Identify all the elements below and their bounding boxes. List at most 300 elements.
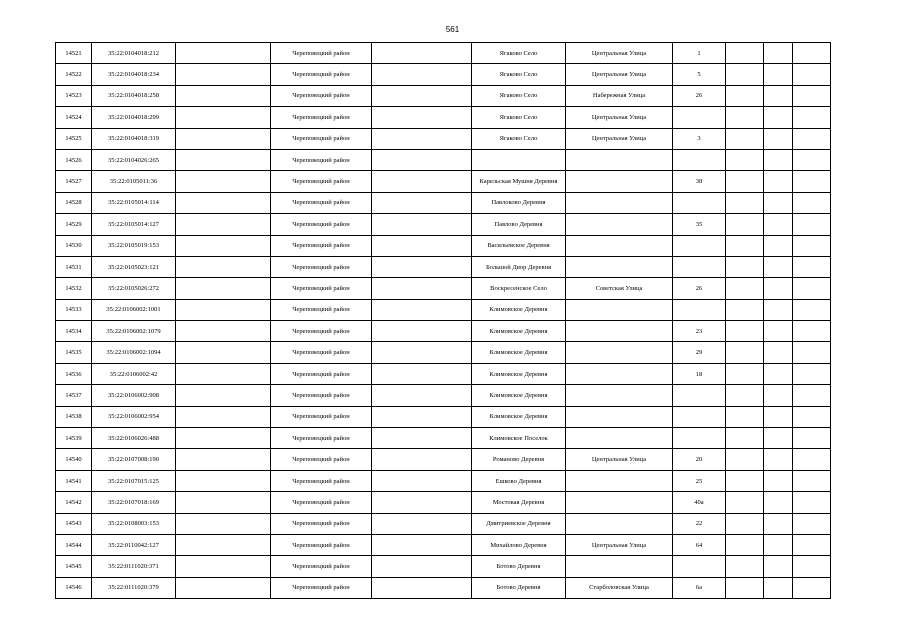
cell-cadastral-number: 35:22:0106002:908	[92, 385, 176, 406]
cell-settlement: Ешково Деревня	[472, 470, 566, 491]
cell-settlement: Михайлово Деревня	[472, 534, 566, 555]
cell-cadastral-number: 35:22:0110042:127	[92, 534, 176, 555]
cell-street: Центральная Улица	[566, 534, 673, 555]
cell-street	[566, 406, 673, 427]
cell-empty	[764, 107, 793, 128]
cell-street	[566, 363, 673, 384]
cell-empty	[793, 492, 831, 513]
registry-table	[55, 42, 831, 599]
table-row	[56, 85, 831, 106]
cell-empty	[176, 128, 271, 149]
cell-street: Советская Улица	[566, 278, 673, 299]
cell-street	[566, 513, 673, 534]
cell-empty	[764, 428, 793, 449]
cell-empty	[372, 513, 472, 534]
cell-street	[566, 492, 673, 513]
cell-empty	[372, 470, 472, 491]
cell-street	[566, 149, 673, 170]
cell-empty	[372, 278, 472, 299]
cell-district: Череповецкий район	[271, 534, 372, 555]
cell-empty	[176, 428, 271, 449]
cell-empty	[726, 43, 764, 64]
cell-empty	[726, 577, 764, 598]
cell-empty	[764, 256, 793, 277]
cell-empty	[793, 342, 831, 363]
cell-street: Набережная Улица	[566, 85, 673, 106]
cell-empty	[764, 321, 793, 342]
cell-empty	[372, 428, 472, 449]
cell-empty	[176, 321, 271, 342]
cell-street	[566, 385, 673, 406]
cell-row-number: 14532	[56, 278, 92, 299]
cell-empty	[176, 342, 271, 363]
cell-empty	[726, 321, 764, 342]
registry-body	[56, 43, 831, 599]
cell-street: Центральная Улица	[566, 128, 673, 149]
cell-empty	[726, 342, 764, 363]
table-row	[56, 449, 831, 470]
cell-empty	[372, 342, 472, 363]
cell-empty	[726, 149, 764, 170]
cell-empty	[372, 449, 472, 470]
cell-settlement	[472, 149, 566, 170]
cell-empty	[176, 85, 271, 106]
cell-row-number: 14526	[56, 149, 92, 170]
cell-street: Центральная Улица	[566, 449, 673, 470]
cell-empty	[793, 64, 831, 85]
cell-house: 26	[673, 85, 726, 106]
cell-empty	[176, 534, 271, 555]
table-row	[56, 492, 831, 513]
cell-empty	[764, 363, 793, 384]
cell-empty	[176, 64, 271, 85]
cell-cadastral-number: 35:22:0106002:1094	[92, 342, 176, 363]
table-row	[56, 428, 831, 449]
cell-empty	[793, 556, 831, 577]
cell-street	[566, 342, 673, 363]
cell-empty	[726, 171, 764, 192]
cell-district: Череповецкий район	[271, 256, 372, 277]
cell-empty	[372, 107, 472, 128]
cell-cadastral-number: 35:22:0107015:125	[92, 470, 176, 491]
cell-district: Череповецкий район	[271, 513, 372, 534]
table-row	[56, 321, 831, 342]
cell-empty	[176, 299, 271, 320]
cell-empty	[372, 385, 472, 406]
cell-empty	[764, 577, 793, 598]
table-row	[56, 107, 831, 128]
cell-empty	[726, 214, 764, 235]
cell-cadastral-number: 35:22:0106026:488	[92, 428, 176, 449]
cell-settlement: Климовское Поселок	[472, 428, 566, 449]
cell-empty	[726, 85, 764, 106]
cell-empty	[793, 513, 831, 534]
cell-settlement: Павлоково Деревня	[472, 192, 566, 213]
cell-empty	[793, 107, 831, 128]
cell-settlement: Мостовая Деревня	[472, 492, 566, 513]
cell-empty	[793, 149, 831, 170]
cell-row-number: 14541	[56, 470, 92, 491]
cell-empty	[793, 449, 831, 470]
cell-empty	[764, 470, 793, 491]
cell-row-number: 14522	[56, 64, 92, 85]
cell-row-number: 14544	[56, 534, 92, 555]
table-row	[56, 149, 831, 170]
cell-empty	[726, 385, 764, 406]
cell-cadastral-number: 35:22:0105014:114	[92, 192, 176, 213]
cell-empty	[793, 235, 831, 256]
cell-empty	[176, 363, 271, 384]
cell-house	[673, 428, 726, 449]
cell-settlement: Дмитриевское Деревня	[472, 513, 566, 534]
cell-street	[566, 256, 673, 277]
cell-empty	[764, 64, 793, 85]
cell-empty	[793, 43, 831, 64]
cell-row-number: 14545	[56, 556, 92, 577]
cell-settlement: Климовское Деревня	[472, 406, 566, 427]
cell-empty	[793, 128, 831, 149]
cell-house	[673, 235, 726, 256]
cell-empty	[764, 406, 793, 427]
cell-settlement: Ягаково Село	[472, 128, 566, 149]
cell-empty	[176, 235, 271, 256]
cell-street	[566, 321, 673, 342]
cell-empty	[726, 128, 764, 149]
cell-empty	[176, 449, 271, 470]
cell-house: 6а	[673, 577, 726, 598]
cell-settlement: Климовское Деревня	[472, 299, 566, 320]
cell-house	[673, 107, 726, 128]
cell-house: 22	[673, 513, 726, 534]
cell-empty	[764, 492, 793, 513]
cell-cadastral-number: 35:22:0111020:371	[92, 556, 176, 577]
cell-empty	[176, 385, 271, 406]
cell-row-number: 14543	[56, 513, 92, 534]
cell-row-number: 14534	[56, 321, 92, 342]
cell-empty	[764, 449, 793, 470]
cell-empty	[764, 43, 793, 64]
table-row	[56, 470, 831, 491]
cell-district: Череповецкий район	[271, 321, 372, 342]
cell-cadastral-number: 35:22:0105023:121	[92, 256, 176, 277]
cell-district: Череповецкий район	[271, 492, 372, 513]
table-row	[56, 406, 831, 427]
cell-empty	[372, 214, 472, 235]
cell-empty	[372, 534, 472, 555]
cell-empty	[793, 321, 831, 342]
table-row	[56, 171, 831, 192]
cell-empty	[764, 556, 793, 577]
table-row	[56, 43, 831, 64]
table-row	[56, 235, 831, 256]
table-row	[56, 256, 831, 277]
cell-empty	[793, 428, 831, 449]
cell-empty	[176, 492, 271, 513]
cell-empty	[764, 192, 793, 213]
cell-settlement: Романово Деревня	[472, 449, 566, 470]
table-row	[56, 128, 831, 149]
cell-row-number: 14529	[56, 214, 92, 235]
cell-empty	[793, 214, 831, 235]
cell-empty	[372, 321, 472, 342]
cell-house	[673, 256, 726, 277]
cell-house	[673, 385, 726, 406]
cell-empty	[764, 299, 793, 320]
cell-settlement: Васильевское Деревня	[472, 235, 566, 256]
cell-cadastral-number: 35:22:0104018:234	[92, 64, 176, 85]
cell-row-number: 14538	[56, 406, 92, 427]
cell-district: Череповецкий район	[271, 171, 372, 192]
page-number: 561	[445, 25, 460, 34]
cell-settlement: Павлово Деревня	[472, 214, 566, 235]
cell-empty	[726, 363, 764, 384]
cell-house	[673, 556, 726, 577]
cell-district: Череповецкий район	[271, 107, 372, 128]
cell-empty	[764, 85, 793, 106]
table-row	[56, 299, 831, 320]
cell-row-number: 14524	[56, 107, 92, 128]
cell-empty	[372, 64, 472, 85]
cell-row-number: 14528	[56, 192, 92, 213]
cell-cadastral-number: 35:22:0111020:379	[92, 577, 176, 598]
cell-empty	[764, 235, 793, 256]
cell-empty	[726, 556, 764, 577]
cell-cadastral-number: 35:22:0105026:272	[92, 278, 176, 299]
cell-row-number: 14531	[56, 256, 92, 277]
cell-empty	[764, 278, 793, 299]
cell-empty	[793, 385, 831, 406]
table-row	[56, 64, 831, 85]
table-row	[56, 214, 831, 235]
cell-cadastral-number: 35:22:0106002:954	[92, 406, 176, 427]
cell-empty	[726, 235, 764, 256]
cell-district: Череповецкий район	[271, 214, 372, 235]
cell-district: Череповецкий район	[271, 278, 372, 299]
cell-empty	[764, 171, 793, 192]
cell-empty	[372, 577, 472, 598]
cell-empty	[176, 513, 271, 534]
cell-settlement: Климовское Деревня	[472, 385, 566, 406]
cell-empty	[764, 342, 793, 363]
cell-cadastral-number: 35:22:0104018:212	[92, 43, 176, 64]
cell-house	[673, 299, 726, 320]
cell-house: 1	[673, 43, 726, 64]
cell-settlement: Большой Двор Деревня	[472, 256, 566, 277]
cell-empty	[764, 128, 793, 149]
cell-house: 26	[673, 278, 726, 299]
cell-district: Череповецкий район	[271, 449, 372, 470]
table-row	[56, 577, 831, 598]
cell-row-number: 14546	[56, 577, 92, 598]
cell-empty	[176, 43, 271, 64]
cell-street	[566, 171, 673, 192]
cell-empty	[372, 149, 472, 170]
cell-street	[566, 428, 673, 449]
cell-row-number: 14530	[56, 235, 92, 256]
cell-house	[673, 192, 726, 213]
cell-row-number: 14533	[56, 299, 92, 320]
table-row	[56, 385, 831, 406]
cell-house: 64	[673, 534, 726, 555]
cell-cadastral-number: 35:22:0105011:36	[92, 171, 176, 192]
cell-row-number: 14535	[56, 342, 92, 363]
cell-cadastral-number: 35:22:0107008:190	[92, 449, 176, 470]
cell-empty	[372, 299, 472, 320]
cell-empty	[726, 428, 764, 449]
cell-row-number: 14537	[56, 385, 92, 406]
cell-empty	[793, 278, 831, 299]
cell-street	[566, 235, 673, 256]
cell-district: Череповецкий район	[271, 192, 372, 213]
cell-empty	[176, 470, 271, 491]
cell-house: 23	[673, 321, 726, 342]
cell-street	[566, 299, 673, 320]
cell-cadastral-number: 35:22:0105014:127	[92, 214, 176, 235]
cell-house: 5	[673, 64, 726, 85]
cell-settlement: Климовское Деревня	[472, 342, 566, 363]
cell-cadastral-number: 35:22:0106002:1079	[92, 321, 176, 342]
cell-district: Череповецкий район	[271, 363, 372, 384]
table-row	[56, 534, 831, 555]
cell-empty	[372, 235, 472, 256]
cell-empty	[176, 406, 271, 427]
cell-street: Старболовская Улица	[566, 577, 673, 598]
cell-row-number: 14525	[56, 128, 92, 149]
cell-empty	[176, 278, 271, 299]
table-row	[56, 192, 831, 213]
cell-house: 35	[673, 214, 726, 235]
cell-settlement: Ботово Деревня	[472, 556, 566, 577]
cell-empty	[726, 64, 764, 85]
cell-row-number: 14540	[56, 449, 92, 470]
cell-row-number: 14521	[56, 43, 92, 64]
cell-empty	[793, 299, 831, 320]
cell-district: Череповецкий район	[271, 577, 372, 598]
cell-empty	[372, 43, 472, 64]
cell-empty	[372, 85, 472, 106]
cell-empty	[372, 363, 472, 384]
cell-house: 29	[673, 342, 726, 363]
cell-empty	[726, 406, 764, 427]
cell-row-number: 14523	[56, 85, 92, 106]
cell-empty	[793, 534, 831, 555]
cell-settlement: Воскресенское Село	[472, 278, 566, 299]
cell-settlement: Ягаково Село	[472, 107, 566, 128]
cell-row-number: 14527	[56, 171, 92, 192]
cell-empty	[793, 363, 831, 384]
table-row	[56, 513, 831, 534]
cell-street: Центральная Улица	[566, 64, 673, 85]
cell-street	[566, 192, 673, 213]
cell-settlement: Карельская Мушня Деревня	[472, 171, 566, 192]
cell-settlement: Ягаково Село	[472, 64, 566, 85]
cell-street	[566, 470, 673, 491]
cell-row-number: 14542	[56, 492, 92, 513]
cell-empty	[726, 470, 764, 491]
cell-empty	[726, 492, 764, 513]
cell-empty	[764, 513, 793, 534]
cell-house	[673, 149, 726, 170]
cell-cadastral-number: 35:22:0104026:265	[92, 149, 176, 170]
cell-empty	[726, 513, 764, 534]
cell-empty	[764, 534, 793, 555]
cell-empty	[176, 107, 271, 128]
cell-empty	[372, 556, 472, 577]
cell-empty	[793, 192, 831, 213]
cell-district: Череповецкий район	[271, 235, 372, 256]
cell-settlement: Климовское Деревня	[472, 321, 566, 342]
cell-empty	[793, 256, 831, 277]
cell-empty	[793, 577, 831, 598]
cell-district: Череповецкий район	[271, 470, 372, 491]
table-row	[56, 278, 831, 299]
cell-empty	[793, 470, 831, 491]
cell-cadastral-number: 35:22:0107018:169	[92, 492, 176, 513]
cell-empty	[176, 256, 271, 277]
cell-house	[673, 406, 726, 427]
cell-empty	[726, 534, 764, 555]
cell-street: Центральная Улица	[566, 43, 673, 64]
cell-cadastral-number: 35:22:0106002:42	[92, 363, 176, 384]
cell-empty	[372, 192, 472, 213]
cell-empty	[793, 171, 831, 192]
cell-empty	[176, 214, 271, 235]
cell-district: Череповецкий район	[271, 85, 372, 106]
cell-empty	[793, 85, 831, 106]
cell-house: 3	[673, 128, 726, 149]
cell-settlement: Ягаково Село	[472, 43, 566, 64]
cell-empty	[764, 214, 793, 235]
cell-settlement: Ягаково Село	[472, 85, 566, 106]
cell-empty	[176, 577, 271, 598]
cell-district: Череповецкий район	[271, 128, 372, 149]
cell-district: Череповецкий район	[271, 64, 372, 85]
cell-empty	[176, 556, 271, 577]
cell-empty	[372, 171, 472, 192]
cell-cadastral-number: 35:22:0106002:1001	[92, 299, 176, 320]
cell-street	[566, 214, 673, 235]
cell-empty	[726, 278, 764, 299]
cell-district: Череповецкий район	[271, 428, 372, 449]
cell-empty	[726, 107, 764, 128]
cell-district: Череповецкий район	[271, 149, 372, 170]
cell-empty	[793, 406, 831, 427]
cell-cadastral-number: 35:22:0104018:258	[92, 85, 176, 106]
cell-settlement: Ботово Деревня	[472, 577, 566, 598]
cell-district: Череповецкий район	[271, 342, 372, 363]
cell-empty	[372, 128, 472, 149]
cell-cadastral-number: 35:22:0104018:319	[92, 128, 176, 149]
cell-empty	[726, 256, 764, 277]
cell-street	[566, 556, 673, 577]
cell-street: Центральная Улица	[566, 107, 673, 128]
cell-row-number: 14536	[56, 363, 92, 384]
table-row	[56, 342, 831, 363]
cell-empty	[372, 256, 472, 277]
table-row	[56, 556, 831, 577]
cell-house: 38	[673, 171, 726, 192]
cell-empty	[726, 299, 764, 320]
cell-cadastral-number: 35:22:0105019:153	[92, 235, 176, 256]
cell-house: 20	[673, 449, 726, 470]
cell-district: Череповецкий район	[271, 299, 372, 320]
cell-empty	[726, 192, 764, 213]
cell-cadastral-number: 35:22:0108003:153	[92, 513, 176, 534]
cell-cadastral-number: 35:22:0104018:299	[92, 107, 176, 128]
cell-empty	[176, 149, 271, 170]
cell-district: Череповецкий район	[271, 385, 372, 406]
cell-empty	[764, 149, 793, 170]
